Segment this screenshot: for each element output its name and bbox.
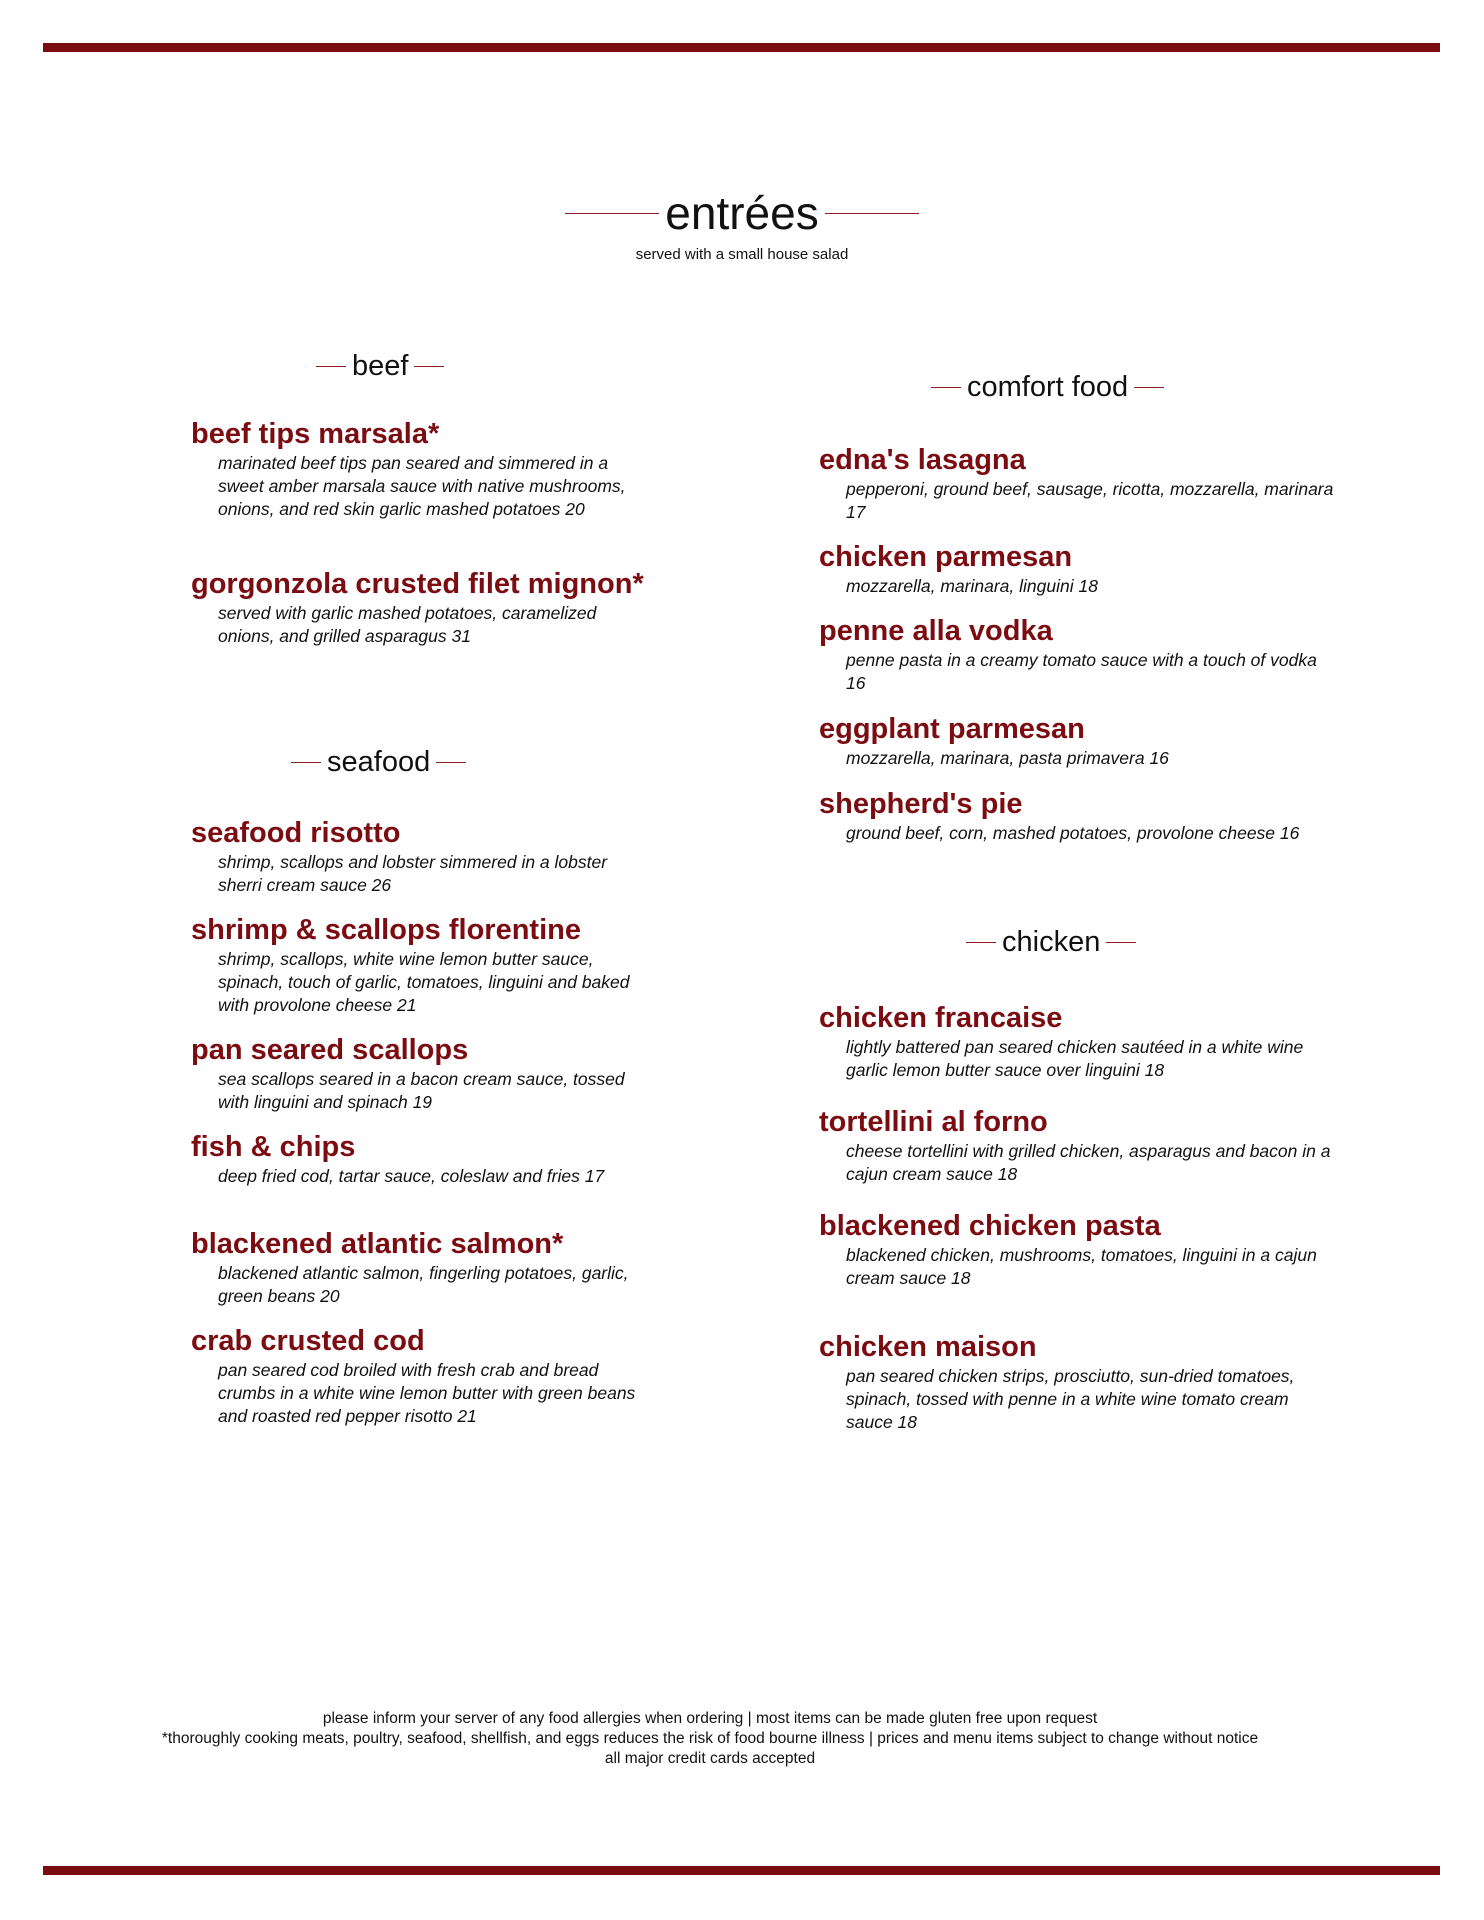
- item-name: tortellini al forno: [819, 1106, 1048, 1138]
- menu-item: [819, 1208, 1339, 1290]
- page-title-heading: [565, 187, 918, 239]
- item-name: pan seared scallops: [191, 1034, 469, 1066]
- section-heading-seafood: [291, 748, 751, 777]
- item-description: blackened atlantic salmon, fingerling potatoes, garlic, green beans 20: [218, 1263, 629, 1306]
- footer-line: *thoroughly cooking meats, poultry, seafood, shellfish, and eggs reduces the risk of food bourne illness | prices and menu items subject to change without notice: [161, 1730, 1259, 1747]
- top-rule: [43, 43, 1440, 52]
- item-name: crab crusted cod: [191, 1325, 425, 1357]
- menu-item: [819, 442, 1339, 524]
- item-description: mozzarella, marinara, linguini 18: [846, 576, 1098, 596]
- menu-item: [819, 1329, 1339, 1434]
- right-dash: [436, 762, 466, 763]
- menu-item: [819, 1000, 1339, 1082]
- left-dash: [565, 213, 659, 214]
- section-heading-chicken: [966, 928, 1484, 957]
- menu-item: [191, 416, 651, 521]
- item-name: chicken parmesan: [819, 541, 1073, 573]
- menu-item: [819, 539, 1339, 598]
- menu-item: [191, 1129, 651, 1188]
- right-dash: [414, 366, 444, 367]
- right-dash: [1134, 387, 1164, 388]
- item-name: chicken maison: [819, 1331, 1037, 1363]
- item-description: mozzarella, marinara, pasta primavera 16: [846, 748, 1169, 768]
- bottom-rule: [43, 1866, 1440, 1875]
- menu-item: [191, 815, 651, 897]
- menu-item: [191, 1032, 651, 1114]
- item-description: pan seared cod broiled with fresh crab and bread crumbs in a white wine lemon butter with green beans and roasted red pepper risotto 21: [218, 1360, 636, 1426]
- item-description: served with garlic mashed potatoes, caramelized onions, and grilled asparagus 31: [218, 603, 597, 646]
- item-description: pan seared chicken strips, prosciutto, sun-dried tomatoes, spinach, tossed with penne in a white wine tomato cream sauce 18: [846, 1366, 1295, 1432]
- footer-line: all major credit cards accepted: [604, 1750, 816, 1767]
- menu-item: [819, 1104, 1339, 1186]
- item-name: eggplant parmesan: [819, 713, 1085, 745]
- left-dash: [931, 387, 961, 388]
- item-description: shrimp, scallops and lobster simmered in a lobster sherri cream sauce 26: [218, 852, 608, 895]
- item-name: beef tips marsala*: [191, 418, 440, 450]
- menu-item: [191, 1323, 651, 1428]
- item-description: lightly battered pan seared chicken sautéed in a white wine garlic lemon butter sauce over linguini 18: [846, 1037, 1304, 1080]
- item-description: ground beef, corn, mashed potatoes, provolone cheese 16: [846, 823, 1300, 843]
- item-name: blackened chicken pasta: [819, 1210, 1161, 1242]
- menu-item: [191, 912, 651, 1017]
- left-dash: [291, 762, 321, 763]
- item-description: sea scallops seared in a bacon cream sauce, tossed with linguini and spinach 19: [218, 1069, 625, 1112]
- item-description: blackened chicken, mushrooms, tomatoes, linguini in a cajun cream sauce 18: [846, 1245, 1317, 1288]
- item-name: seafood risotto: [191, 817, 401, 849]
- section-label: chicken: [1002, 926, 1101, 958]
- item-name: chicken francaise: [819, 1002, 1063, 1034]
- menu-item: [191, 1226, 651, 1308]
- footer-notes: [0, 1709, 1420, 1769]
- item-name: shrimp & scallops florentine: [191, 914, 581, 946]
- section-label: comfort food: [967, 371, 1129, 403]
- item-description: cheese tortellini with grilled chicken, asparagus and bacon in a cajun cream sauce 18: [846, 1141, 1331, 1184]
- menu-item: [819, 613, 1339, 695]
- item-description: deep fried cod, tartar sauce, coleslaw and fries 17: [218, 1166, 605, 1186]
- item-name: gorgonzola crusted filet mignon*: [191, 568, 644, 600]
- right-dash: [825, 213, 919, 214]
- item-description: marinated beef tips pan seared and simmered in a sweet amber marsala sauce with native mushrooms, onions, and red skin garlic mashed potatoes 20: [218, 453, 626, 519]
- page-subtitle: served with a small house salad: [635, 246, 849, 263]
- item-name: edna's lasagna: [819, 444, 1026, 476]
- item-description: pepperoni, ground beef, sausage, ricotta, mozzarella, marinara 17: [846, 479, 1334, 522]
- menu-item: [819, 711, 1339, 770]
- item-description: penne pasta in a creamy tomato sauce with a touch of vodka 16: [846, 650, 1317, 693]
- section-label: beef: [352, 350, 409, 382]
- section-label: seafood: [327, 746, 431, 778]
- menu-item: [191, 566, 651, 648]
- left-dash: [316, 366, 346, 367]
- right-dash: [1106, 942, 1136, 943]
- menu-item: [819, 786, 1339, 845]
- item-description: shrimp, scallops, white wine lemon butter sauce, spinach, touch of garlic, tomatoes, linguini and baked with provolone cheese 21: [218, 949, 630, 1015]
- left-dash: [966, 942, 996, 943]
- item-name: shepherd's pie: [819, 788, 1023, 820]
- item-name: fish & chips: [191, 1131, 356, 1163]
- page-header: [0, 187, 1484, 263]
- section-heading-beef: [316, 352, 776, 381]
- section-heading-comfort-food: [931, 373, 1451, 402]
- item-name: blackened atlantic salmon*: [191, 1228, 564, 1260]
- page-title: entrées: [665, 187, 819, 239]
- item-name: penne alla vodka: [819, 615, 1053, 647]
- footer-line: please inform your server of any food allergies when ordering | most items can be made gluten free upon request: [322, 1710, 1098, 1727]
